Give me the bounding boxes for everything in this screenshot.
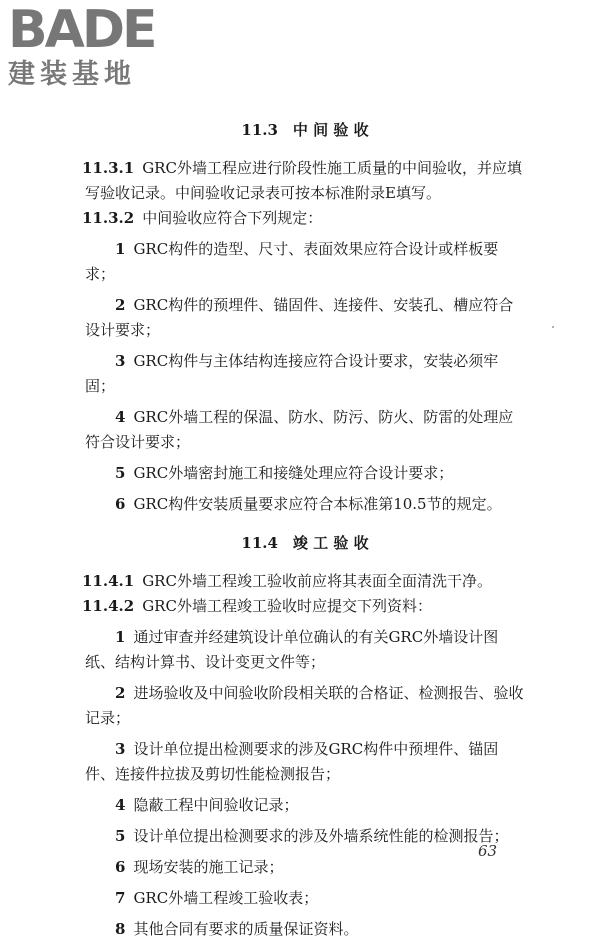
- clause-text: GRC外墙工程应进行阶段性施工质量的中间验收，并应填写验收记录。中间验收记录表可按本标准附录E填写。: [85, 159, 522, 202]
- clause: [82, 594, 525, 619]
- item-text: 通过审查并经建筑设计单位确认的有关GRC外墙设计图纸、结构计算书、设计变更文件等；: [85, 628, 499, 671]
- item-text: GRC构件的造型、尺寸、表面效果应符合设计或样板要求；: [85, 240, 499, 283]
- item-number: 1: [115, 628, 126, 646]
- list-item: [85, 886, 525, 911]
- list-item: [85, 855, 525, 880]
- item-text: 其他合同有要求的质量保证资料。: [133, 920, 359, 938]
- item-number: 7: [115, 889, 126, 907]
- item-number: 2: [115, 296, 126, 314]
- clause-text: GRC外墙工程竣工验收时应提交下列资料：: [142, 597, 432, 615]
- clause-number: 11.4.1: [82, 572, 135, 590]
- item-number: 6: [115, 858, 126, 876]
- list-item: [85, 349, 525, 399]
- item-text: 进场验收及中间验收阶段相关联的合格证、检测报告、验收记录；: [85, 684, 524, 727]
- item-text: GRC外墙工程竣工验收表；: [133, 889, 319, 907]
- clause-number: 11.4.2: [82, 597, 135, 615]
- item-number: 1: [115, 240, 126, 258]
- clause: [82, 206, 525, 231]
- item-text: GRC构件的预埋件、锚固件、连接件、安装孔、槽应符合设计要求；: [85, 296, 514, 339]
- list-item: [85, 293, 525, 343]
- list-item: [85, 793, 525, 818]
- clause-text: 中间验收应符合下列规定：: [142, 209, 323, 227]
- list-item: [85, 737, 525, 787]
- item-text: GRC构件安装质量要求应符合本标准第10.5节的规定。: [133, 495, 502, 513]
- item-number: 5: [115, 464, 126, 482]
- item-number: 4: [115, 408, 126, 426]
- clause-text: GRC外墙工程竣工验收前应将其表面全面清洗干净。: [142, 572, 492, 590]
- list-item: [85, 681, 525, 731]
- logo-brand: BADE: [8, 0, 155, 60]
- list-item: [85, 824, 525, 849]
- item-number: 4: [115, 796, 126, 814]
- item-number: 8: [115, 920, 126, 938]
- scan-speck: [552, 326, 554, 328]
- logo: [8, 0, 178, 96]
- page-number: 63: [478, 842, 498, 860]
- list-item: [85, 237, 525, 287]
- clause-number: 11.3.2: [82, 209, 135, 227]
- list-item: [85, 492, 525, 517]
- item-text: GRC外墙密封施工和接缝处理应符合设计要求；: [133, 464, 454, 482]
- item-number: 6: [115, 495, 126, 513]
- item-number: 5: [115, 827, 126, 845]
- item-text: GRC构件与主体结构连接应符合设计要求，安装必须牢固；: [85, 352, 499, 395]
- section-title: 11.3 中 间 验 收: [241, 121, 369, 139]
- item-text: 现场安装的施工记录；: [133, 858, 284, 876]
- item-text: 设计单位提出检测要求的涉及外墙系统性能的检测报告；: [133, 827, 509, 845]
- list-item: [85, 461, 525, 486]
- item-number: 2: [115, 684, 126, 702]
- list-item: [85, 405, 525, 455]
- item-text: GRC外墙工程的保温、防水、防污、防火、防雷的处理应符合设计要求；: [85, 408, 514, 451]
- section-title: 11.4 竣 工 验 收: [241, 534, 369, 552]
- item-text: 隐蔽工程中间验收记录；: [133, 796, 299, 814]
- clause: [82, 569, 525, 594]
- item-number: 3: [115, 352, 126, 370]
- list-item: [85, 625, 525, 675]
- list-item: [85, 917, 525, 942]
- clause: [82, 156, 525, 206]
- document-body: [82, 118, 525, 948]
- item-text: 设计单位提出检测要求的涉及GRC构件中预埋件、锚固件、连接件拉拔及剪切性能检测报告；: [85, 740, 499, 783]
- item-number: 3: [115, 740, 126, 758]
- logo-subtitle: 建装基地: [8, 59, 136, 90]
- clause-number: 11.3.1: [82, 159, 135, 177]
